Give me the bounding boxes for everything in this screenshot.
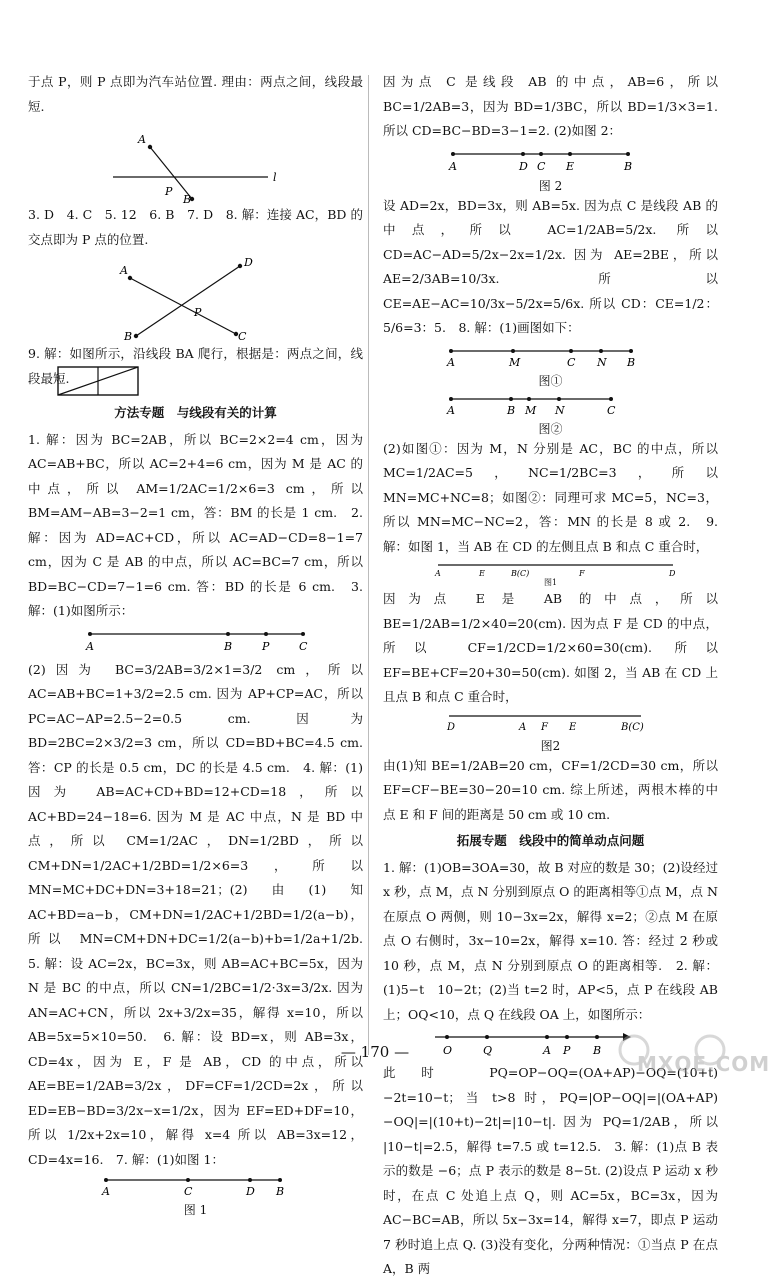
label-o: O	[443, 1044, 453, 1057]
section-heading: 方法专题 与线段有关的计算	[114, 405, 277, 420]
label-a: A	[102, 1185, 110, 1198]
paragraph: 9. 解：如图所示，沿线段 BA 爬行，根据是：两点之间，线段最短.	[28, 346, 363, 386]
label-d: D	[244, 256, 253, 269]
watermark	[612, 1030, 770, 1090]
figure-caption: 图 2	[538, 178, 563, 193]
figure-segment-abpc	[28, 626, 363, 656]
section-heading: 拓展专题 线段中的简单动点问题	[456, 833, 645, 848]
label-p: P	[165, 185, 173, 198]
label-a: A	[120, 264, 128, 277]
paragraph: 1. 解：因为 BC=2AB，所以 BC=2×2=4 cm，因为 AC=AB+BC，所以 AC=2+4=6 cm，因为 M 是 AC 的中点，所以 AM=1/2AC=1/2×6=3 cm，所以 BM=AM−AB=3−2=1 cm，答：BM 的长是 1 cm. 2. 解：因为 AD=AC+CD，所以 AC=AD−CD=8−1=7 cm，因为 C 是 AB 的中点，所以 AC=BC=7 cm，所以 BD=BC−CD=7−1=6 cm. 答：BD 的长是 6 cm. 3. 解：(1)如图所示：	[28, 431, 363, 618]
figure-circle-1-segment	[383, 343, 718, 371]
figure-caption: 图①	[538, 373, 563, 388]
label-e: E	[479, 569, 485, 578]
figure-caption: 图1	[543, 578, 558, 587]
label-p: P	[563, 1044, 571, 1057]
label-c: C	[607, 403, 616, 417]
label-n: N	[597, 355, 607, 369]
paragraph: 因为点 E 是 AB 的中点，所以 BE=1/2AB=1/2×40=20(cm). 因为点 F 是 CD 的中点，所以 CF=1/2CD=1/2×60=30(cm). 所以 EF=BE+CF=20+30=50(cm). 如图 2，当 AB 在 CD 上且点 B 和点 C 重合时，	[383, 591, 718, 704]
figure-quadrilateral-diagonals	[28, 254, 363, 343]
label-bc: B(C)	[511, 569, 530, 578]
label-e: E	[569, 721, 577, 733]
watermark-text: MXQE.COM	[637, 1052, 770, 1076]
right-column	[383, 70, 718, 1282]
label-b: B	[276, 1185, 285, 1198]
label-a: A	[138, 133, 146, 146]
figure-9-2-segment	[383, 712, 718, 736]
paragraph: 3. D 4. C 5. 12 6. B 7. D 8. 解：连接 AC，BD 的交点即为 P 点的位置.	[28, 207, 363, 247]
label-m: M	[509, 355, 521, 369]
label-p: P	[262, 639, 270, 653]
label-b: B	[593, 1044, 602, 1057]
label-e: E	[566, 159, 575, 173]
paragraph: 设 AD=2x，BD=3x，则 AB=5x. 因为点 C 是线段 AB 的中点，所以 AC=1/2AB=5/2x. 所以 CD=AC−AD=5/2x−2x=1/2x. 因为 AE=2BE，所以 AE=2/3AB=10/3x. 所以 CE=AE−AC=10/3x−5/2x=5/6x. 所以 CD：CE=1/2：5/6=3：5. 8. 解：(1)画图如下：	[383, 197, 718, 335]
figure-caption: 图 1	[183, 1203, 208, 1217]
figure-caption: 图②	[538, 421, 563, 436]
label-a: A	[449, 159, 457, 173]
label-n: N	[555, 403, 565, 417]
label-a: A	[435, 569, 441, 578]
page-number: — 170 —	[340, 1043, 410, 1061]
label-q: Q	[483, 1044, 493, 1057]
label-p: P	[194, 306, 202, 319]
label-d: D	[246, 1185, 255, 1198]
label-a: A	[447, 403, 455, 417]
label-d: D	[669, 569, 676, 578]
label-a: A	[519, 721, 527, 733]
label-b: B	[124, 330, 133, 343]
figure-1-segment	[28, 1174, 363, 1200]
paragraph: (2)如图①：因为 M，N 分别是 AC，BC 的中点，所以 MC=1/2AC=5，NC=1/2BC=3，所以 MN=MC+NC=8；如图②：同理可求 MC=5，NC=3，所以 MN=MC−NC=2，答：MN 的长是 8 或 2. 9. 解：如图 1，当 AB 在 CD 的左侧且点 B 和点 C 重合时，	[383, 440, 718, 554]
paragraph: 于点 P，则 P 点即为汽车站位置. 理由：两点之间，线段最短.	[28, 74, 363, 114]
label-c: C	[537, 159, 546, 173]
figure-rectangles	[46, 365, 381, 399]
label-l: l	[273, 171, 277, 184]
label-d: D	[447, 721, 456, 733]
label-a: A	[543, 1044, 551, 1057]
label-b: B	[507, 403, 516, 417]
label-c: C	[238, 330, 247, 343]
label-c: C	[184, 1185, 193, 1198]
paragraph: 1. 解：(1)OB=3OA=30，故 B 对应的数是 30；(2)设经过 x 秒，点 M，点 N 分别到原点 O 的距离相等①点 M，点 N 在原点 O 两侧，则 10−3x=2x，解得 x=2；②点 M 在原点 O 右侧时，3x−10=2x，解得 x=10. 答：经过 2 秒或 10 秒，点 M，点 N 分别到原点 O 的距离相等. 2. 解：(1)5−t 10−2t；(2)当 t=2 时，AP<5，点 P 在线段 AB 上；OQ<10，点 Q 在线段 OA 上，如图所示：	[383, 859, 718, 1022]
label-c: C	[567, 355, 576, 369]
figure-line-l-segment-ab	[28, 121, 363, 206]
label-b: B	[224, 639, 233, 653]
label-f: F	[541, 721, 548, 733]
label-a: A	[86, 639, 94, 653]
figure-circle-2-segment	[383, 391, 718, 419]
paragraph: 由(1)知 BE=1/2AB=20 cm，CF=1/2CD=30 cm，所以 EF=CF−BE=30−20=10 cm. 综上所述，两根木棒的中点 E 和 F 间的距离是 50 cm 或 10 cm.	[383, 757, 718, 822]
label-c: C	[299, 639, 308, 653]
label-a: A	[447, 355, 455, 369]
label-bc: B(C)	[621, 721, 644, 733]
label-b: B	[627, 355, 636, 369]
label-d: D	[519, 159, 528, 173]
label-b: B	[183, 193, 192, 206]
paragraph: (2)因为 BC=3/2AB=3/2×1=3/2 cm，所以 AC=AB+BC=1+3/2=2.5 cm. 因为 AP+CP=AC，所以 PC=AC−AP=2.5−2=0.5 cm. 因为 BD=2BC=2×3/2=3 cm，所以 CD=BD+BC=4.5 cm. 答：CP 的长是 0.5 cm，DC 的长是 4.5 cm. 4. 解：(1)因为 AB=AC+CD+BD=12+CD=18，所以 AC+BD=24−18=6. 因为 M 是 AC 中点，N 是 BD 中点，所以 CM=1/2AC，DN=1/2BD，所以 CM+DN=1/2AC+1/2BD=1/2×6=3，所以 MN=MC+DC+DN=3+18=21；(2)由(1)知 AC+BD=a−b，CM+DN=1/2AC+1/2BD=1/2(a−b)，所以 MN=CM+DN+DC=1/2(a−b)+b=1/2a+1/2b. 5. 解：设 AC=2x，BC=3x，则 AB=AC+BC=5x，因为 N 是 BC 的中点，所以 CN=1/2BC=1/2·3x=3/2x. 因为 AN=AC+CN，所以 2x+3/2x=35，解得 x=10，所以 AB=5x=5×10=50. 6. 解：设 BD=x，则 AB=3x，CD=4x，因为 E，F 是 AB，CD 的中点，所以 AE=BE=1/2AB=3/2x，DF=CF=1/2CD=2x，所以 ED=EB−BD=3/2x−x=1/2x，因为 EF=ED+DF=10，所以 1/2x+2x=10，解得 x=4 所以 AB=3x=12，CD=4x=16. 7. 解：(1)如图 1：	[28, 661, 376, 1167]
label-f: F	[579, 569, 585, 578]
label-m: M	[525, 403, 537, 417]
paragraph: 此时 PQ=OP−OQ=(OA+AP)−OQ=(10+t)−2t=10−t；当 t>8 时，PQ=|OP−OQ|=|(OA+AP)−OQ|=|(10+t)−2t|=|10−t|. 因为 PQ=1/2AB，所以 |10−t|=2.5，解得 t=7.5 或 t=12.5. 3. 解：(1)点 B 表示的数是 −6；点 P 表示的数是 8−5t. (2)设点 P 运动 x 秒时，在点 C 处追上点 Q，则 AC=5x，BC=3x，因为 AC−BC=AB，所以 5x−3x=14，解得 x=7，即点 P 运动 7 秒时追上点 Q. (3)没有变化，分两种情况：①当点 P 在点 A，B 两	[383, 1065, 718, 1276]
label-b: B	[624, 159, 633, 173]
column-divider	[368, 75, 369, 1055]
figure-2-segment	[383, 146, 718, 176]
figure-caption: 图2	[540, 738, 561, 753]
paragraph: 因为点 C 是线段 AB 的中点，AB=6，所以 BC=1/2AB=3，因为 BD=1/3BC，所以 BD=1/3×3=1. 所以 CD=BC−BD=3−1=2. (2)如图 2：	[383, 74, 718, 138]
